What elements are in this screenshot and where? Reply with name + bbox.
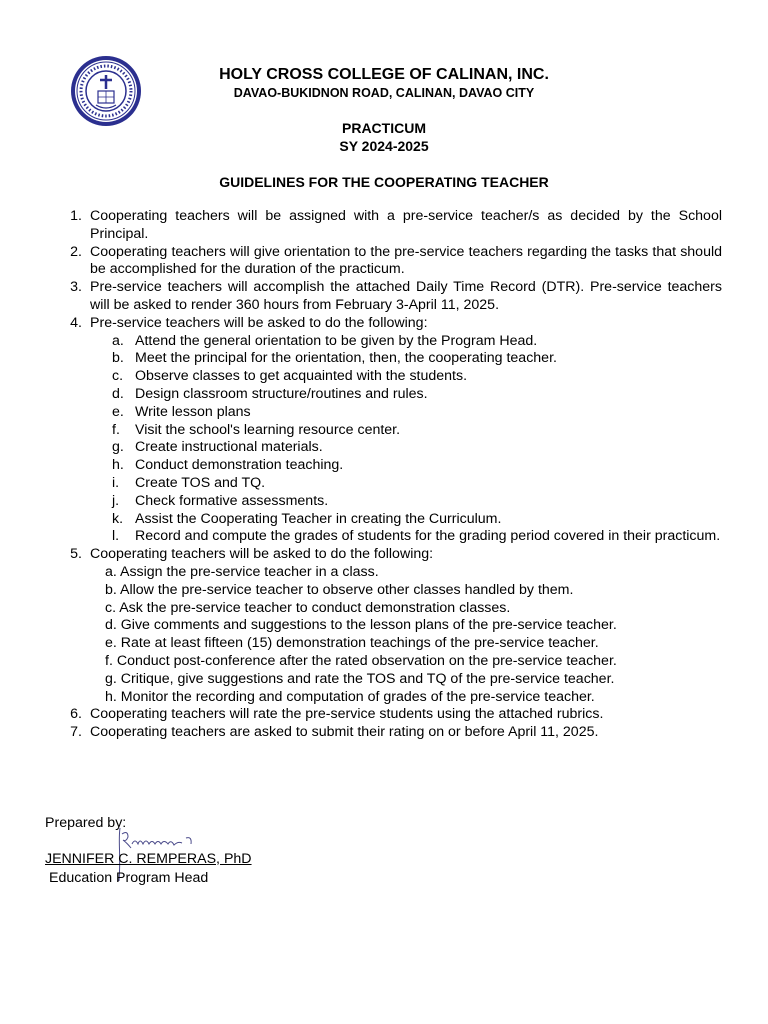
sub-item: a. Assign the pre-service teacher in a class. [105, 563, 379, 580]
sub-item: i. Create TOS and TQ. [112, 474, 266, 491]
list-item: 3. Pre-service teachers will accomplish the attached Daily Time Record (DTR). Pre-service teachers will be asked to render 360 hours from February 3-April 11, 2025. [70, 279, 722, 313]
sub-item: d. Give comments and suggestions to the lesson plans of the pre-service teacher. [105, 617, 617, 634]
sub-item: k. Assist the Cooperating Teacher in creating the Curriculum. [112, 510, 502, 527]
sub-item: f. Visit the school's learning resource center. [112, 421, 401, 438]
sub-item: h. Monitor the recording and computation of grades of the pre-service teacher. [105, 688, 595, 705]
document-title: GUIDELINES FOR THE COOPERATING TEACHER [219, 174, 549, 190]
sub-item: e. Rate at least fifteen (15) demonstration teachings of the pre-service teacher. [105, 635, 599, 652]
sub-item: h. Conduct demonstration teaching. [112, 457, 344, 474]
signatory-role: Education Program Head [49, 870, 209, 886]
sub-item: l. Record and compute the grades of students for the grading period covered in their practicum. [112, 528, 721, 545]
list-item: 2. Cooperating teachers will give orientation to the pre-service teachers regarding the tasks that should be accomplished for the duration of the practicum. [70, 243, 722, 278]
prepared-by-label: Prepared by: [45, 815, 127, 831]
list-item: 1. Cooperating teachers will be assigned with a pre-service teacher/s as decided by the School Principal. [70, 208, 722, 242]
school-name: HOLY CROSS COLLEGE OF CALINAN, INC. [219, 66, 549, 83]
school-address: DAVAO-BUKIDNON ROAD, CALINAN, DAVAO CITY [233, 86, 535, 100]
program-title: PRACTICUM [342, 120, 426, 136]
sub-item: d. Design classroom structure/routines and rules. [112, 385, 428, 402]
sub-item: g. Create instructional materials. [112, 439, 323, 456]
sub-item: g. Critique, give suggestions and rate the TOS and TQ of the pre-service teacher. [105, 670, 615, 687]
list-item: 6. Cooperating teachers will rate the pre-service students using the attached rubrics. [70, 706, 604, 723]
sub-item: j. Check formative assessments. [112, 492, 329, 509]
sub-item: c. Observe classes to get acquainted with the students. [112, 368, 468, 385]
sub-item: b. Meet the principal for the orientation, then, the cooperating teacher. [112, 350, 557, 367]
school-year: SY 2024-2025 [339, 138, 429, 154]
list-item: 5. Cooperating teachers will be asked to do the following: [70, 546, 434, 563]
sub-item: c. Ask the pre-service teacher to conduct demonstration classes. [105, 599, 511, 616]
sub-item: e. Write lesson plans [112, 403, 251, 420]
signatory-name: JENNIFER C. REMPERAS, PhD [45, 851, 252, 867]
list-item: 4. Pre-service teachers will be asked to do the following: [70, 314, 428, 331]
sub-item: b. Allow the pre-service teacher to observe other classes handled by them. [105, 581, 574, 598]
list-item: 7. Cooperating teachers are asked to submit their rating on or before April 11, 2025. [70, 724, 599, 741]
guidelines-list [45, 208, 722, 742]
sub-item: f. Conduct post-conference after the rated observation on the pre-service teacher. [105, 652, 617, 669]
sub-item: a. Attend the general orientation to be given by the Program Head. [112, 332, 538, 349]
